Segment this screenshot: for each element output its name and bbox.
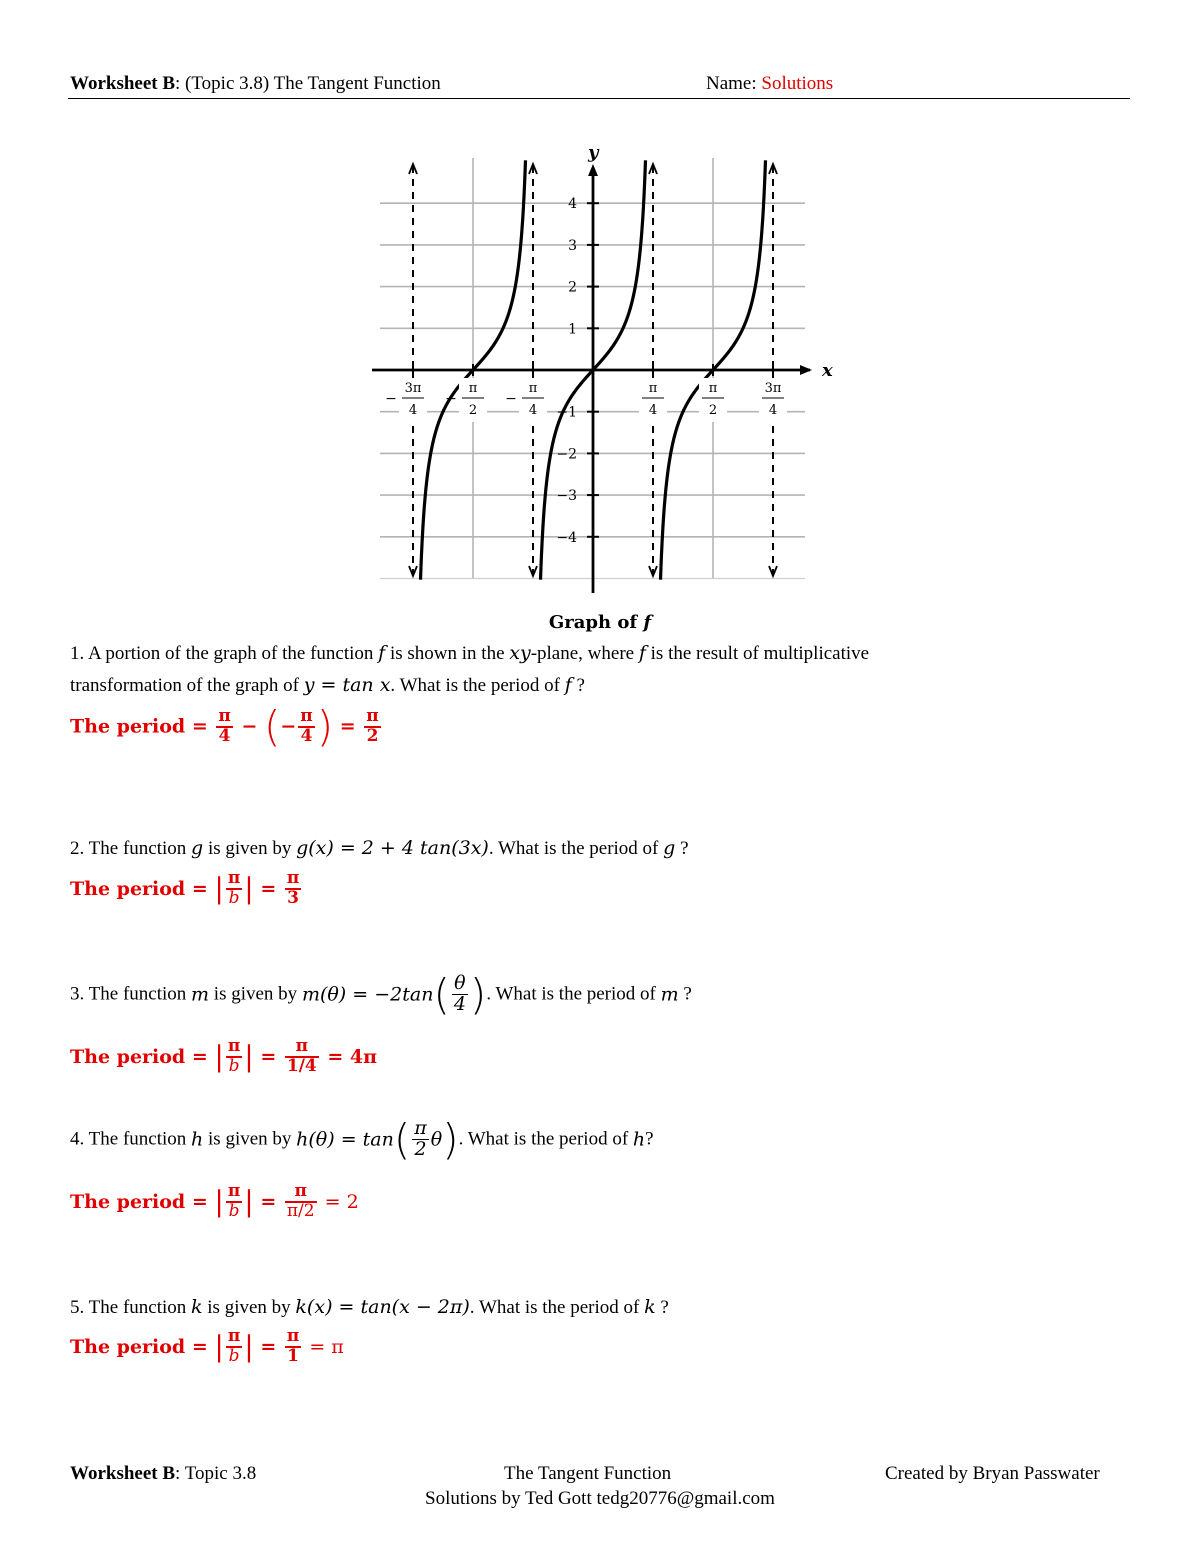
header-title — [70, 73, 441, 95]
paren: ( — [263, 702, 281, 751]
denominator: 1/4 — [286, 1055, 317, 1076]
footer-right: Created by Bryan Passwater — [885, 1463, 1100, 1484]
abs-bar: | — [244, 871, 254, 905]
denominator: b — [228, 1200, 240, 1221]
fraction — [226, 870, 242, 908]
x-tick-sign: − — [445, 391, 457, 407]
x-tick-denominator: 2 — [468, 403, 478, 418]
y-axis-arrow — [588, 164, 598, 176]
q5-var-k: k — [191, 1296, 203, 1318]
denominator: 2 — [414, 1138, 427, 1160]
y-axis-label: y — [588, 142, 599, 163]
x-tick-denominator: 2 — [708, 403, 718, 418]
numerator: π — [227, 1326, 241, 1346]
footer-credits: Solutions by Ted Gott tedg20776@gmail.com — [425, 1488, 775, 1509]
solution-label: The period = — [70, 715, 215, 738]
q5-text: 5. The function — [70, 1297, 192, 1318]
paren: ( — [433, 970, 450, 1019]
solution-label: The period = — [70, 877, 215, 900]
abs-bar: | — [214, 1039, 224, 1073]
q4-text: . What is the period of — [458, 1128, 633, 1150]
q2-definition: g(x) = 2 + 4 tan(3x) — [296, 837, 489, 859]
x-tick-denominator: 4 — [408, 403, 418, 418]
x-tick-numerator: π — [708, 381, 718, 396]
q1-var-f: f — [638, 642, 646, 664]
q4-var-h: h — [632, 1128, 646, 1151]
axes — [372, 164, 812, 593]
q5-var-k: k — [644, 1296, 656, 1318]
q1-equation: y = tan x — [303, 674, 391, 696]
fraction — [364, 705, 380, 746]
numerator: π — [227, 1036, 241, 1056]
q4-theta: θ — [430, 1128, 443, 1151]
numerator: π — [218, 705, 231, 726]
paren: ) — [316, 702, 334, 751]
paren: ( — [393, 1115, 411, 1164]
q2-var-g: g — [663, 837, 676, 859]
q1-var-f: f — [378, 642, 386, 664]
numerator: π — [285, 1038, 319, 1058]
abs-bar: | — [214, 871, 224, 905]
result: = 4π — [320, 1045, 378, 1068]
q1-text: -plane, where — [530, 643, 639, 664]
y-tick-label: −1 — [556, 404, 577, 421]
tangent-graph — [360, 138, 840, 598]
q3-var-m: m — [660, 983, 679, 1006]
x-tick-sign: − — [385, 391, 397, 407]
y-tick-label: 1 — [568, 321, 577, 338]
denominator: b — [228, 887, 240, 908]
result: = 2 — [318, 1190, 359, 1213]
q3-def-fraction — [452, 974, 468, 1015]
denominator: 4 — [453, 993, 466, 1015]
q3-definition: m(θ) = −2tan — [301, 983, 434, 1006]
fraction — [226, 1038, 242, 1076]
q3-text: ? — [678, 983, 692, 1005]
q2-text: is given by — [203, 838, 297, 859]
q2-text: ? — [675, 838, 689, 859]
name-value: Solutions — [761, 73, 834, 94]
solution-label: The period = — [70, 1190, 215, 1213]
graph-caption — [0, 612, 1200, 633]
x-tick-numerator: π — [528, 381, 538, 396]
denominator: b — [228, 1345, 240, 1366]
y-tick-label: −4 — [556, 529, 577, 546]
q1-text: transformation of the graph of — [70, 675, 304, 696]
footer-left — [70, 1463, 256, 1485]
q2-var-g: g — [191, 837, 204, 859]
question-2 — [70, 837, 1140, 860]
numerator: π — [285, 1183, 317, 1203]
q3-text: . What is the period of — [486, 983, 661, 1005]
graph-caption-var: f — [643, 612, 652, 633]
numerator: π — [286, 868, 300, 888]
q2-text: . What is the period of — [488, 838, 664, 859]
question-3 — [70, 970, 1140, 1040]
solution-label: The period = — [70, 1335, 215, 1358]
q2-solution — [70, 870, 303, 908]
result: = π — [303, 1335, 344, 1358]
q3-text: 3. The function — [70, 983, 192, 1005]
q5-definition: k(x) = tan(x − 2π) — [295, 1296, 470, 1318]
x-tick-sign: − — [505, 391, 517, 407]
numerator: π — [227, 868, 241, 888]
q1-text: . What is the period of — [390, 675, 565, 696]
q4-var-h: h — [191, 1128, 204, 1151]
fraction — [216, 705, 232, 746]
fraction — [298, 705, 314, 746]
denominator: 1 — [287, 1345, 299, 1366]
x-tick-numerator: π — [468, 381, 478, 396]
q4-solution — [70, 1183, 359, 1221]
q1-var-xy: xy — [509, 642, 531, 664]
q4-text: 4. The function — [70, 1128, 192, 1150]
header-name — [706, 73, 833, 95]
q4-text: ? — [645, 1128, 654, 1150]
numerator: π — [227, 1181, 241, 1201]
numerator: θ — [452, 974, 468, 995]
q4-definition: h(θ) = tan — [296, 1128, 394, 1151]
q4-text: is given by — [203, 1128, 297, 1150]
fraction — [226, 1183, 242, 1221]
header-rule — [68, 98, 1130, 99]
header-worksheet-label: Worksheet B — [70, 73, 176, 94]
q1-text: is the result of multiplicative — [645, 643, 870, 664]
equals-sign: = — [253, 1045, 283, 1068]
abs-bar: | — [244, 1039, 254, 1073]
abs-bar: | — [214, 1184, 224, 1218]
fraction — [285, 1328, 301, 1366]
equals-sign: = — [253, 1190, 283, 1213]
q5-text: . What is the period of — [469, 1297, 645, 1318]
denominator: π/2 — [286, 1200, 315, 1221]
y-tick-label: −3 — [556, 488, 577, 505]
paren: ) — [469, 970, 487, 1019]
numerator: π — [414, 1117, 427, 1140]
x-tick-numerator: 3π — [764, 381, 782, 396]
q2-text: 2. The function — [70, 838, 192, 859]
x-tick-denominator: 4 — [648, 403, 658, 418]
y-tick-label: −2 — [556, 446, 577, 463]
numerator: π — [366, 705, 379, 726]
q3-var-m: m — [191, 983, 210, 1006]
denominator: 3 — [287, 887, 299, 908]
fraction — [226, 1328, 242, 1366]
q5-text: ? — [655, 1297, 669, 1318]
question-1 — [70, 642, 1140, 665]
x-tick-denominator: 4 — [528, 403, 538, 418]
x-axis-arrow — [800, 365, 812, 375]
question-4 — [70, 1115, 1140, 1185]
fraction — [285, 1183, 317, 1221]
y-tick-label: 2 — [568, 279, 577, 296]
abs-bar: | — [244, 1184, 254, 1218]
q1-text: 1. A portion of the graph of the function — [70, 643, 379, 664]
q1-text: ? — [571, 675, 585, 696]
paren: ) — [442, 1115, 459, 1164]
fraction — [285, 1038, 319, 1076]
solution-label: The period = — [70, 1045, 215, 1068]
fraction — [285, 870, 301, 908]
footer-center: The Tangent Function — [504, 1463, 672, 1484]
denominator: 4 — [300, 725, 313, 746]
minus-sign: − — [234, 715, 264, 738]
name-label: Name: — [706, 73, 762, 94]
equals-sign: = — [253, 877, 283, 900]
y-tick-label: 3 — [568, 237, 577, 254]
equals-sign: = — [333, 715, 363, 738]
q1-var-f: f — [564, 674, 572, 696]
q3-text: is given by — [209, 983, 302, 1005]
footer-topic: : Topic 3.8 — [175, 1463, 257, 1484]
q1-text: is shown in the — [385, 643, 510, 664]
footer-worksheet-label: Worksheet B — [70, 1463, 176, 1484]
numerator: π — [300, 705, 313, 726]
y-tick-label: 4 — [568, 196, 577, 213]
x-axis-label: x — [822, 360, 833, 381]
numerator: π — [286, 1326, 300, 1346]
q5-solution — [70, 1328, 344, 1366]
abs-bar: | — [214, 1329, 224, 1363]
q3-solution — [70, 1038, 377, 1076]
x-tick-denominator: 4 — [768, 403, 778, 418]
abs-bar: | — [244, 1329, 254, 1363]
x-tick-numerator: π — [648, 381, 658, 396]
q4-def-fraction — [412, 1119, 429, 1160]
x-tick-numerator: 3π — [404, 381, 422, 396]
question-5 — [70, 1296, 1140, 1319]
denominator: b — [228, 1055, 240, 1076]
graph-caption-text: Graph of — [548, 612, 644, 633]
denominator: 2 — [366, 725, 379, 746]
header-topic: : (Topic 3.8) The Tangent Function — [175, 73, 441, 94]
question-1-line2 — [70, 674, 1140, 697]
q1-solution — [70, 702, 383, 751]
minus-sign: − — [280, 715, 297, 738]
denominator: 4 — [218, 725, 231, 746]
equals-sign: = — [253, 1335, 283, 1358]
q5-text: is given by — [202, 1297, 296, 1318]
